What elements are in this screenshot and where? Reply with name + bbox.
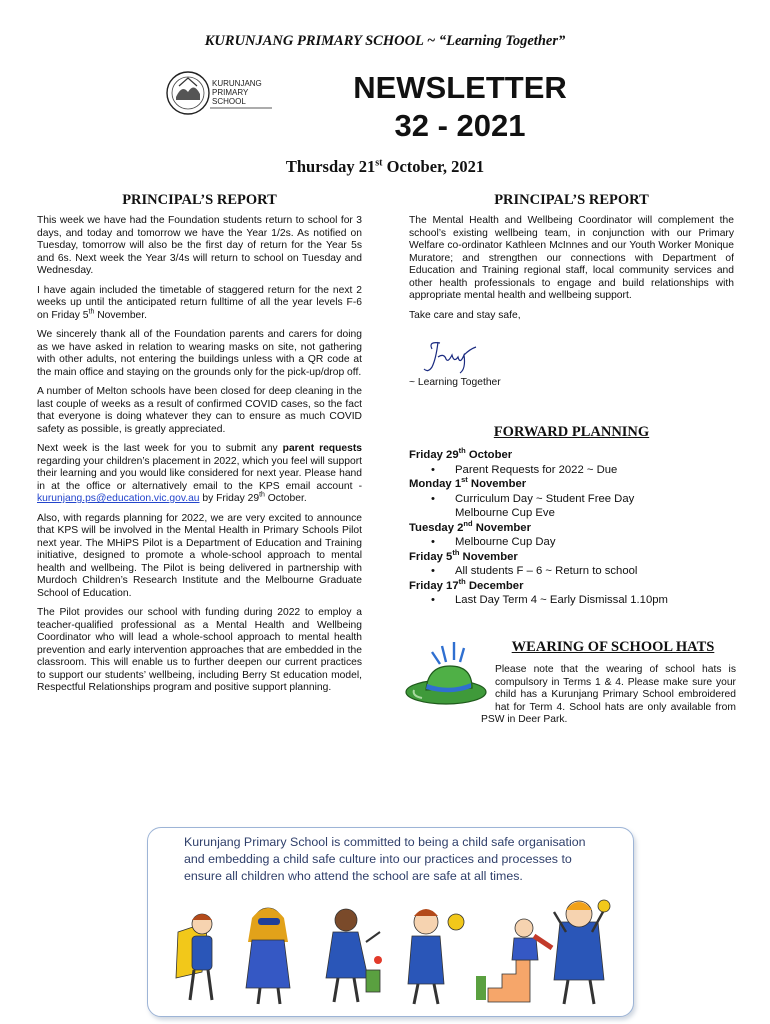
signature-image	[420, 339, 480, 375]
principal-report-left	[37, 215, 362, 702]
sign-off: ~ Learning Together	[409, 377, 501, 388]
forward-planning-list	[409, 448, 739, 608]
principal-report-heading-left: PRINCIPAL’S REPORT	[122, 192, 277, 208]
event-item: Melbourne Cup Eve	[455, 507, 555, 519]
school-logo	[166, 64, 276, 122]
kid-figure	[476, 919, 552, 1002]
logo-text-3: SCHOOL	[212, 97, 246, 106]
principal-report-right	[409, 215, 734, 329]
event-date: Friday 17th December	[409, 576, 524, 592]
bullet-icon: •	[431, 594, 435, 606]
bullet-icon: •	[431, 463, 435, 476]
child-safe-banner	[147, 827, 634, 1017]
school-hats-heading: WEARING OF SCHOOL HATS	[511, 639, 715, 655]
school-tagline: KURUNJANG PRIMARY SCHOOL ~ “Learning Together”	[204, 33, 566, 49]
kid-figure	[176, 914, 212, 1000]
paragraph: The Mental Health and Wellbeing Coordinator will complement the school’s existing wellbeing team, in conjunction with our Primary Welfare co-ordinator Kathleen McInnes and our Youth Worker Monique Muratore; and strengthen our connections with Department of Education and Training regional staff, local community services and other health professionals to engage and build relationships with appropriate mental health and wellbeing support.	[409, 215, 734, 301]
kid-figure	[554, 900, 610, 1004]
paragraph: Next week is the last week for you to submit any parent requests regarding your children’s placement in 2022, which you feel will support their learning and you would like considered for next year. Please hand in at the office or alternatively email to the KPS email account - kurunjang.ps@education.vic.gov.au by Friday 29th October.	[37, 443, 363, 504]
paragraph: I have again included the timetable of staggered return for the next 2 weeks up until the anticipated return fulltime of all the year levels F-6 on Friday 5th November.	[37, 284, 362, 321]
event-date: Friday 29th October	[409, 446, 513, 461]
paragraph: The Pilot provides our school with funding during 2022 to employ a teacher-qualified professional as a Mental Health and Wellbeing Coordinator who will lead a whole-school approach to mental health prevention and early intervention approaches that are embedded in the classroom. This will enable us to further deepen our current practices to support our students’ wellbeing, including Berry St education model, Respectful Relationships program and positive support planning.	[37, 607, 362, 693]
child-safe-statement: Kurunjang Primary School is committed to being a child safe organisation and embedding a child safe culture into our practices and processes to ensure all children who attend the school are safe at all times.	[184, 835, 586, 883]
bullet-icon: •	[431, 492, 435, 505]
school-hats-text: Please note that the wearing of school hats is compulsory in Terms 1 & 4. Please make sure your child has a Kurunjang Primary School embroidered hat for Term 4. School hats are only available from PSW in Deer Park.	[481, 664, 736, 726]
event-item: • Melbourne Cup Day	[431, 536, 556, 548]
newsletter-date: Thursday 21st October, 2021	[285, 157, 485, 176]
bullet-icon: •	[431, 565, 435, 577]
event-item: • Last Day Term 4 ~ Early Dismissal 1.10pm	[431, 594, 668, 606]
event-date: Friday 5th November	[409, 547, 518, 563]
paragraph: Take care and stay safe,	[409, 309, 521, 321]
newsletter-issue: 32 - 2021	[394, 108, 526, 143]
kid-figure	[408, 909, 464, 1004]
paragraph: This week we have had the Foundation students return to school for 3 days, and today and tomorrow we have the Year 1/2s. As notified on Tuesday, tomorrow will also be the first day of return for the Year 5s and 6s. Next week the Year 3/4s will return to school on Tuesday and Wednesday.	[37, 215, 362, 276]
event-date: Monday 1st November	[409, 475, 527, 490]
event-item: • Curriculum Day ~ Student Free Day	[431, 492, 635, 505]
event-item: • All students F – 6 ~ Return to school	[431, 565, 638, 577]
kid-figure	[326, 909, 382, 1002]
logo-text-2: PRIMARY	[212, 88, 249, 97]
paragraph: A number of Melton schools have been closed for deep cleaning in the last couple of weeks as a result of confirmed COVID cases, so the fact that everyone is doing whatever they can to ensure as much COVID safety as possible, is greatly appreciated.	[37, 386, 362, 435]
superhero-kids-illustration	[168, 892, 613, 1008]
event-item: • Parent Requests for 2022 ~ Due	[431, 463, 618, 476]
newsletter-title: NEWSLETTER	[353, 70, 567, 105]
paragraph: Also, with regards planning for 2022, we are very excited to announce that KPS will be involved in the Mental Health in Primary Schools Pilot next year. The MHiPS Pilot is a Department of Education and Training initiative, designed to promote a whole-school approach to mental health and wellbeing. The Pilot is being delivered in partnership with Murdoch Children’s Research Institute and the Melbourne Graduate School of Education.	[37, 512, 362, 599]
kps-email-link[interactable]: kurunjang.ps@education.vic.gov.au	[37, 493, 200, 504]
logo-text-1: KURUNJANG	[212, 79, 262, 88]
bullet-icon: •	[431, 536, 435, 548]
principal-report-heading-right: PRINCIPAL’S REPORT	[494, 192, 649, 208]
kid-figure	[246, 908, 290, 1004]
paragraph: We sincerely thank all of the Foundation parents and carers for doing as we have asked in relation to wearing masks on site, not gathering with other adults, not entering the buildings unless with a QR code at the main office and staying on the grounds only for the pick-up/drop off.	[37, 329, 362, 378]
event-date: Tuesday 2nd November	[409, 518, 531, 534]
forward-planning-heading: FORWARD PLANNING	[493, 424, 650, 440]
